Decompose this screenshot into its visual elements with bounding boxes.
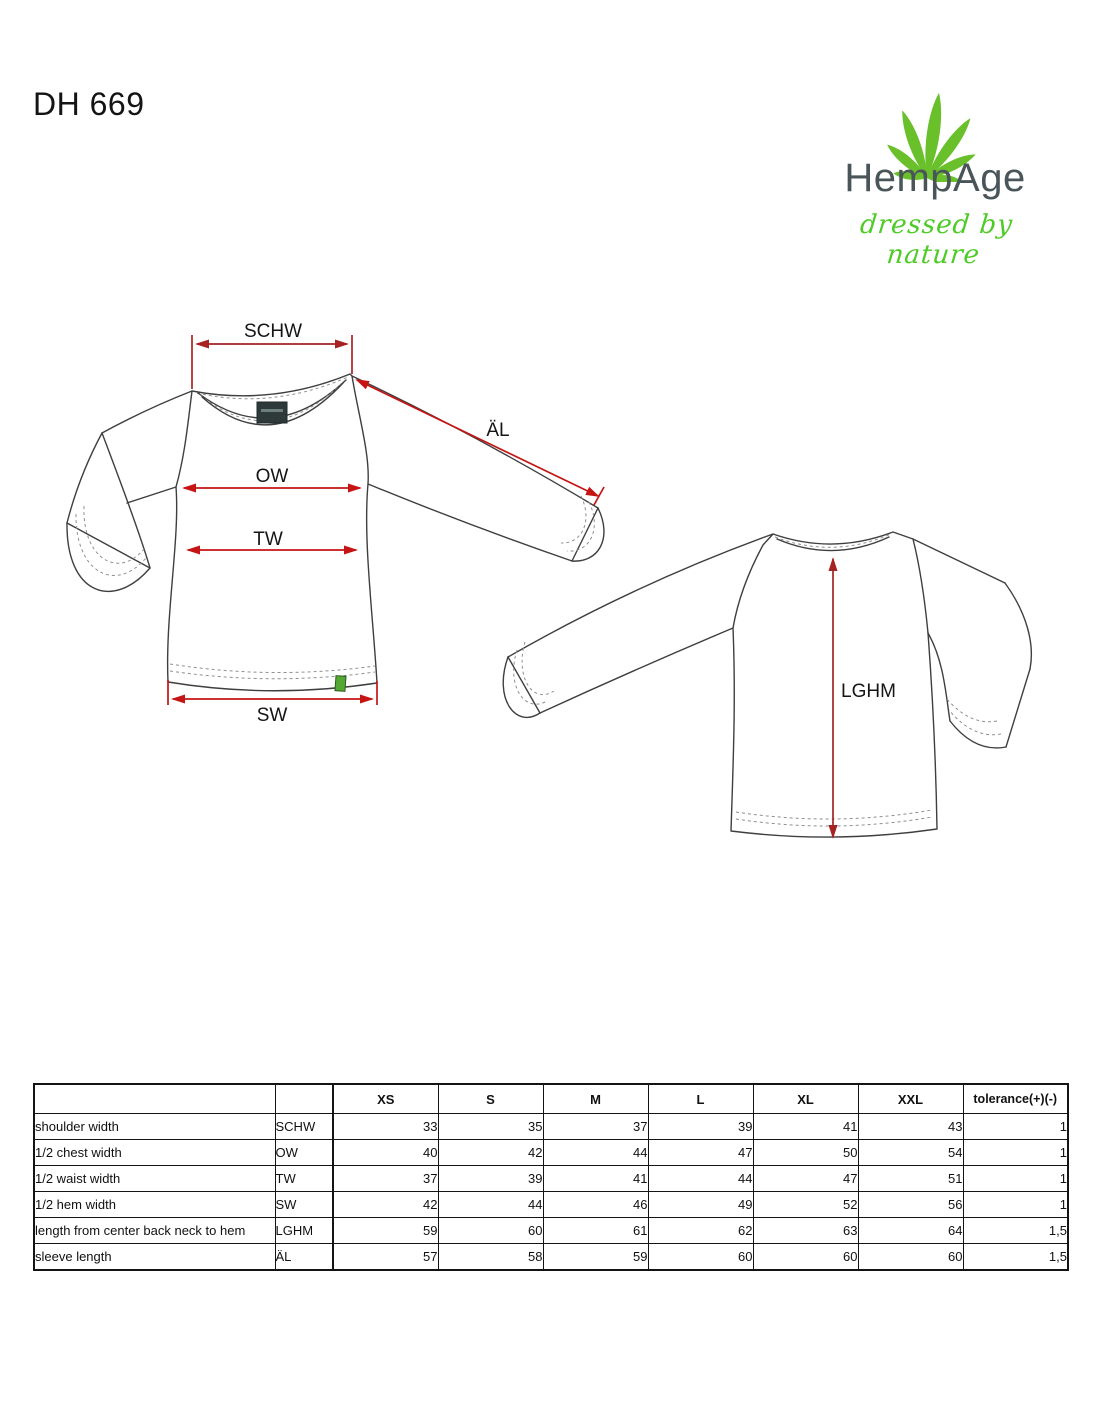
size-value-cell: 60 bbox=[648, 1244, 753, 1271]
brand-tagline: dressed by nature bbox=[858, 210, 1015, 270]
measure-code: ÄL bbox=[275, 1244, 333, 1271]
size-value-cell: 42 bbox=[333, 1192, 438, 1218]
size-value-cell: 63 bbox=[753, 1218, 858, 1244]
size-value-cell: 60 bbox=[858, 1244, 963, 1271]
tolerance-cell: 1,5 bbox=[963, 1218, 1068, 1244]
size-col-header-xl: XL bbox=[753, 1084, 858, 1114]
table-row-sleeve-length bbox=[34, 1244, 1068, 1271]
size-col-header-xxl: XXL bbox=[858, 1084, 963, 1114]
size-value-cell: 59 bbox=[333, 1218, 438, 1244]
size-value-cell: 39 bbox=[648, 1114, 753, 1140]
size-col-header-m: M bbox=[543, 1084, 648, 1114]
size-value-cell: 47 bbox=[753, 1166, 858, 1192]
size-col-header-xs: XS bbox=[333, 1084, 438, 1114]
size-value-cell: 37 bbox=[333, 1166, 438, 1192]
tolerance-cell: 1,5 bbox=[963, 1244, 1068, 1271]
size-value-cell: 60 bbox=[753, 1244, 858, 1271]
size-value-cell: 46 bbox=[543, 1192, 648, 1218]
measure-code: SCHW bbox=[275, 1114, 333, 1140]
size-value-cell: 41 bbox=[543, 1166, 648, 1192]
measure-label: shoulder width bbox=[34, 1114, 275, 1140]
measure-code: OW bbox=[275, 1140, 333, 1166]
dim-label-ael: ÄL bbox=[486, 420, 510, 441]
size-value-cell: 42 bbox=[438, 1140, 543, 1166]
page-title: DH 669 bbox=[33, 86, 145, 122]
header-empty-label-cell bbox=[34, 1084, 275, 1114]
measure-label: length from center back neck to hem bbox=[34, 1218, 275, 1244]
size-value-cell: 47 bbox=[648, 1140, 753, 1166]
size-value-cell: 41 bbox=[753, 1114, 858, 1140]
tolerance-cell: 1 bbox=[963, 1114, 1068, 1140]
size-value-cell: 62 bbox=[648, 1218, 753, 1244]
size-value-cell: 56 bbox=[858, 1192, 963, 1218]
measure-code: LGHM bbox=[275, 1218, 333, 1244]
size-value-cell: 64 bbox=[858, 1218, 963, 1244]
neck-label bbox=[257, 402, 287, 423]
dim-label-schw: SCHW bbox=[243, 321, 303, 342]
dim-label-sw: SW bbox=[256, 705, 288, 726]
hem-tag bbox=[335, 676, 346, 692]
size-value-cell: 51 bbox=[858, 1166, 963, 1192]
tolerance-cell: 1 bbox=[963, 1192, 1068, 1218]
size-value-cell: 60 bbox=[438, 1218, 543, 1244]
size-value-cell: 52 bbox=[753, 1192, 858, 1218]
size-value-cell: 49 bbox=[648, 1192, 753, 1218]
size-value-cell: 33 bbox=[333, 1114, 438, 1140]
size-value-cell: 54 bbox=[858, 1140, 963, 1166]
table-row-hem-width bbox=[34, 1192, 1068, 1218]
measure-label: 1/2 chest width bbox=[34, 1140, 275, 1166]
size-value-cell: 44 bbox=[438, 1192, 543, 1218]
table-row-waist-width bbox=[34, 1166, 1068, 1192]
measure-code: SW bbox=[275, 1192, 333, 1218]
measure-label: sleeve length bbox=[34, 1244, 275, 1271]
tolerance-cell: 1 bbox=[963, 1166, 1068, 1192]
front-view-sketch bbox=[67, 374, 604, 691]
header-empty-code-cell bbox=[275, 1084, 333, 1114]
size-col-header-s: S bbox=[438, 1084, 543, 1114]
back-view-sketch bbox=[503, 532, 1031, 837]
size-value-cell: 43 bbox=[858, 1114, 963, 1140]
size-value-cell: 44 bbox=[648, 1166, 753, 1192]
size-value-cell: 59 bbox=[543, 1244, 648, 1271]
dim-label-ow: OW bbox=[255, 466, 289, 487]
size-value-cell: 57 bbox=[333, 1244, 438, 1271]
size-table bbox=[33, 1083, 1069, 1271]
size-col-header-l: L bbox=[648, 1084, 753, 1114]
tolerance-col-header: tolerance(+)(-) bbox=[963, 1084, 1068, 1114]
table-row-back-length bbox=[34, 1218, 1068, 1244]
tolerance-cell: 1 bbox=[963, 1140, 1068, 1166]
size-value-cell: 58 bbox=[438, 1244, 543, 1271]
size-value-cell: 44 bbox=[543, 1140, 648, 1166]
dim-label-lghm: LGHM bbox=[841, 681, 896, 702]
size-value-cell: 50 bbox=[753, 1140, 858, 1166]
size-value-cell: 61 bbox=[543, 1218, 648, 1244]
size-table-header-row bbox=[34, 1084, 1068, 1114]
dim-label-tw: TW bbox=[253, 529, 283, 550]
brand-name: HempAge bbox=[844, 156, 1026, 200]
measure-code: TW bbox=[275, 1166, 333, 1192]
size-value-cell: 35 bbox=[438, 1114, 543, 1140]
measure-label: 1/2 hem width bbox=[34, 1192, 275, 1218]
table-row-chest-width bbox=[34, 1140, 1068, 1166]
table-row-shoulder-width bbox=[34, 1114, 1068, 1140]
measure-label: 1/2 waist width bbox=[34, 1166, 275, 1192]
size-value-cell: 39 bbox=[438, 1166, 543, 1192]
size-value-cell: 40 bbox=[333, 1140, 438, 1166]
size-value-cell: 37 bbox=[543, 1114, 648, 1140]
